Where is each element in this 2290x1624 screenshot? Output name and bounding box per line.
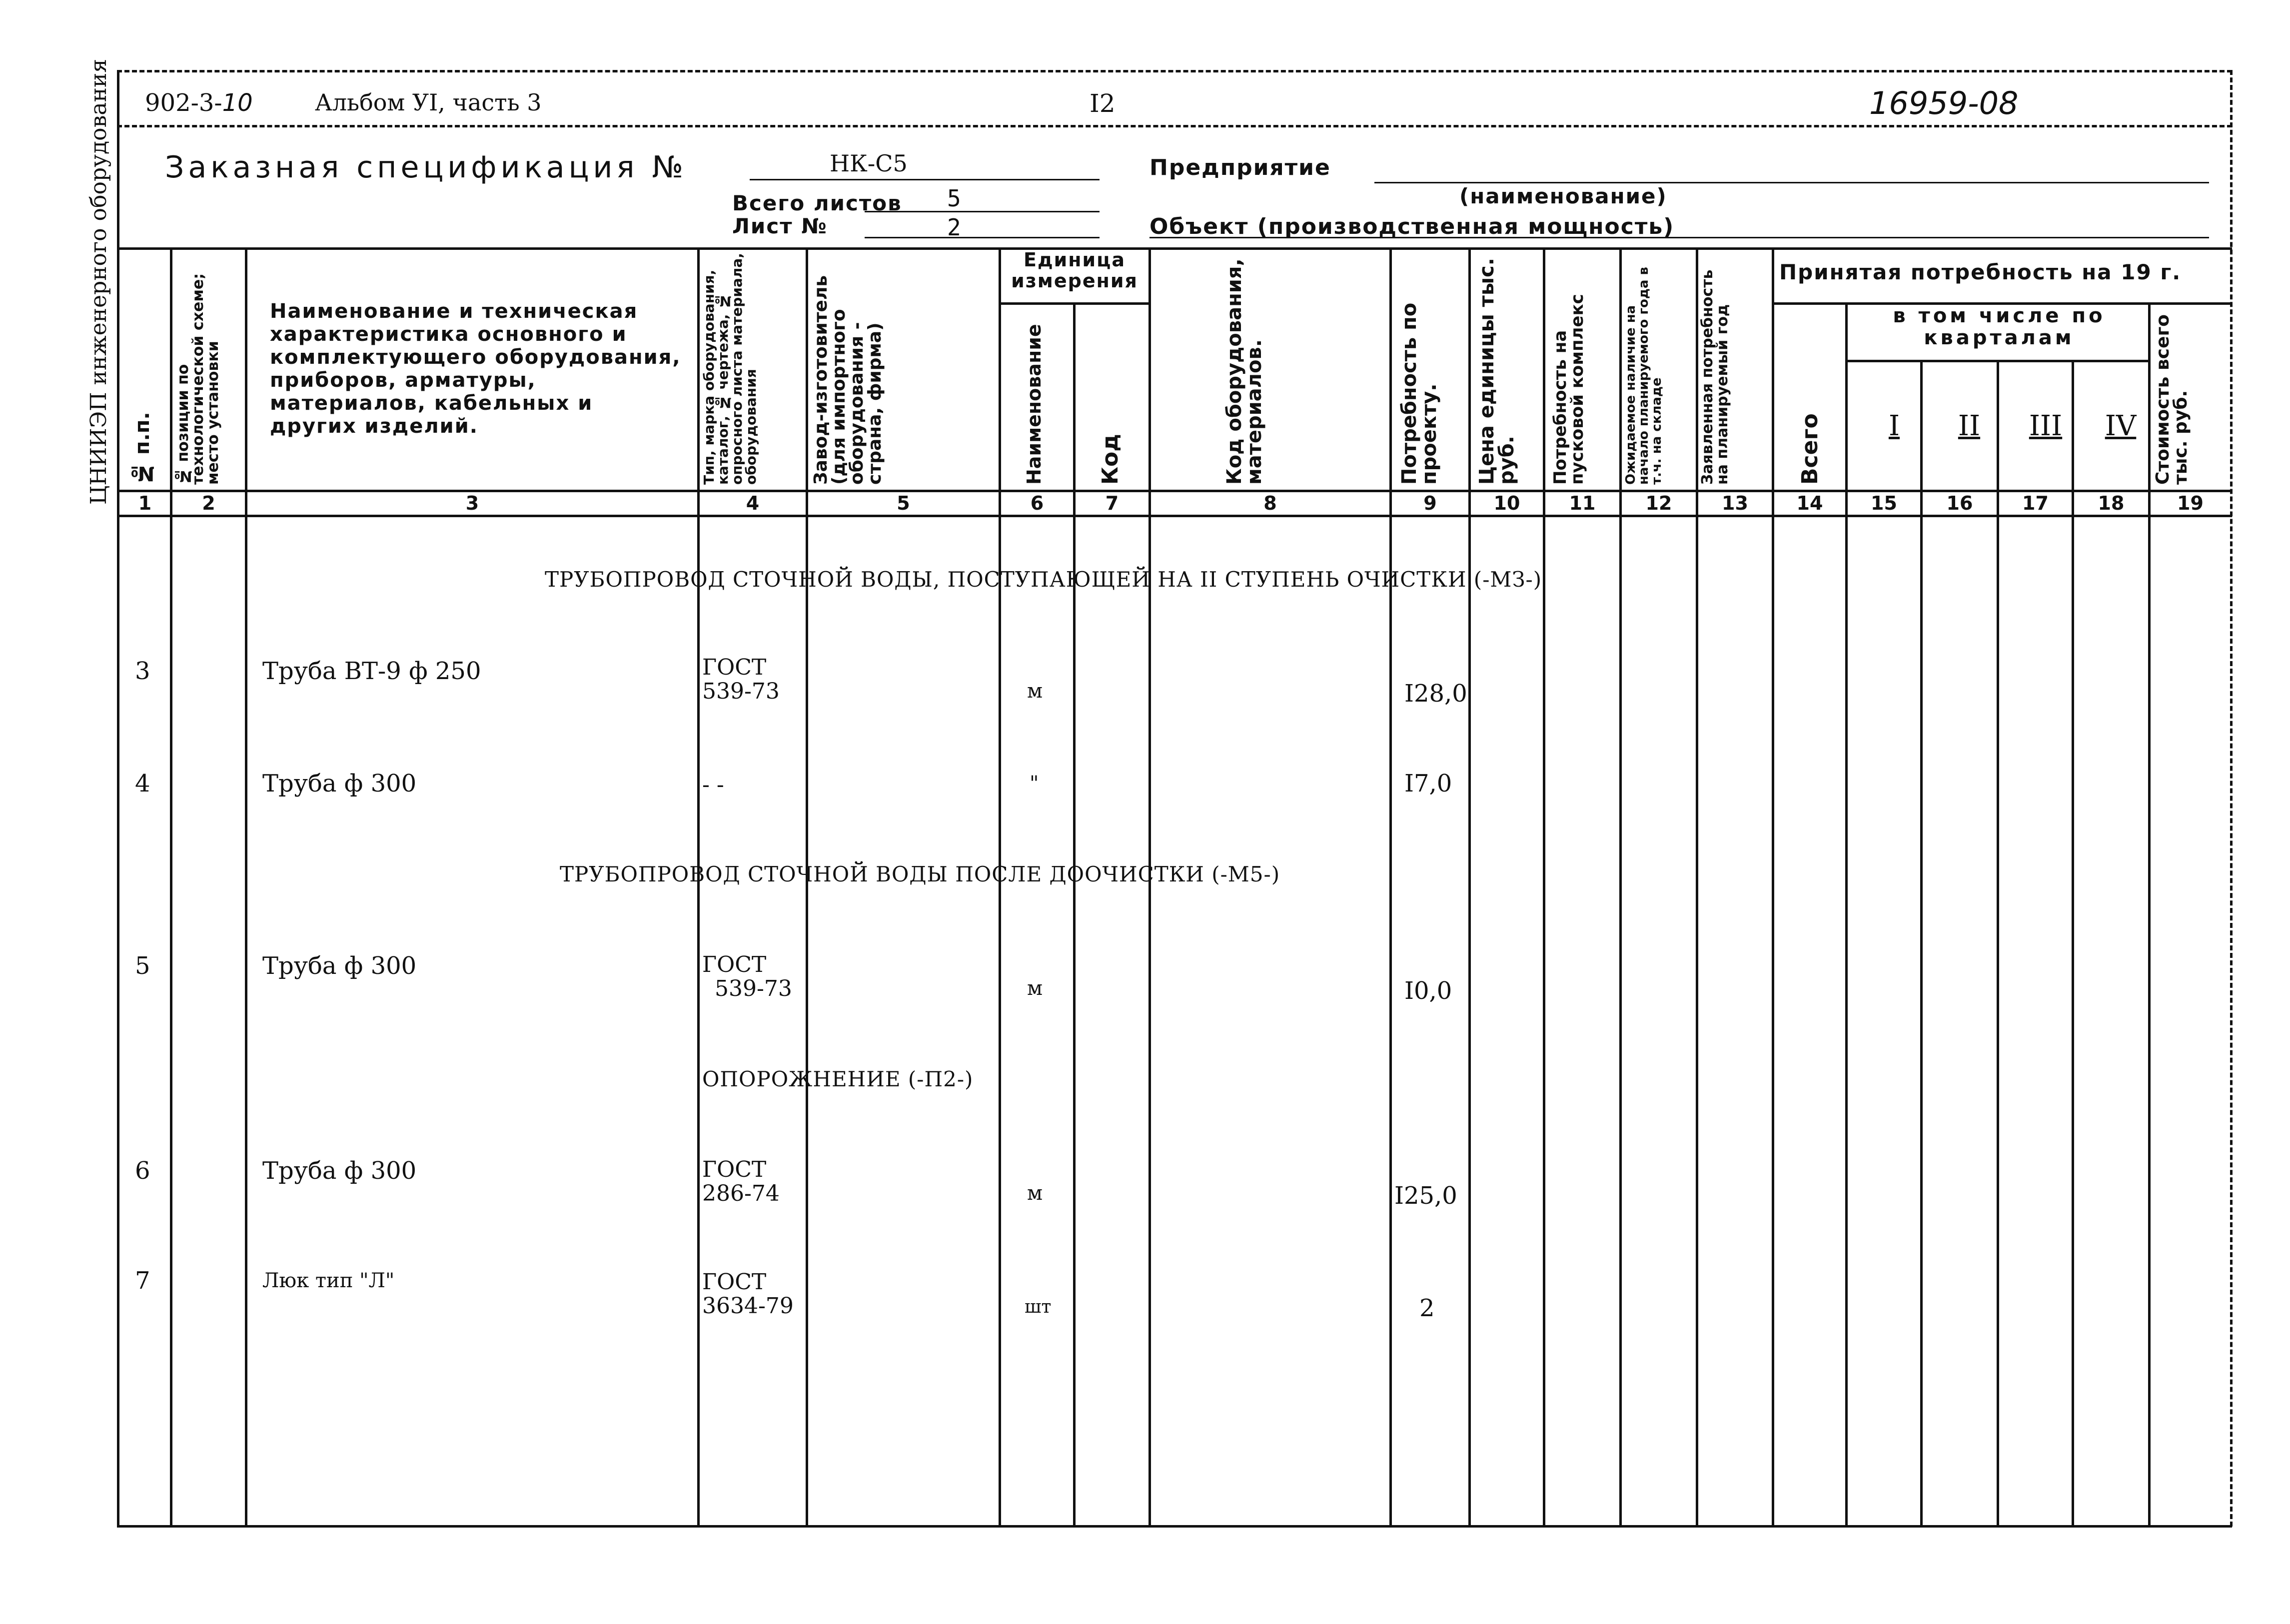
col-header-14: Всего [1797,413,1823,485]
sheet-underline [865,237,1100,238]
col-line-15 [1920,360,1923,1527]
colnum-bottom-line [117,515,2232,517]
col-line-5 [999,247,1001,1527]
sheet-label: Лист № [732,214,828,238]
sheet-value: 2 [947,214,961,241]
unit-group-divider [999,302,1148,305]
col-line-12 [1696,247,1698,1527]
object-label: Объект (производственная мощность) [1149,214,1675,239]
colnum-15: 15 [1871,492,1897,514]
col-line-7 [1148,247,1151,1527]
row-unit: м [1027,680,1043,703]
row-number: 4 [135,770,150,798]
col-header-7: Код [1098,434,1123,485]
col-line-11 [1619,247,1622,1527]
quarter-1-header: I [1888,410,1900,442]
row-standard-line1: ГОСТ [702,1269,767,1295]
enterprise-label: Предприятие [1149,155,1331,180]
section-heading: ТРУБОПРОВОД СТОЧНОЙ ВОДЫ, ПОСТУПАЮЩЕЙ НА II СТУПЕНЬ ОЧИСТКИ (-МЗ-) [545,567,1542,592]
col-line-18 [2148,302,2151,1527]
colnum-4: 4 [746,492,760,514]
quarters-divider [1845,360,2148,362]
row-item-name: Труба ф 300 [262,770,417,798]
frame-bottom-line [117,1525,2232,1528]
total-sheets-value: 5 [947,185,961,212]
row-item-name: Труба ф 300 [262,1157,417,1185]
colnum-14: 14 [1796,492,1823,514]
row-quantity: I7,0 [1404,770,1452,798]
colnum-5: 5 [897,492,910,514]
row-unit: шт [1025,1297,1052,1317]
row-number: 5 [135,952,150,980]
total-sheets-underline [865,211,1100,212]
colnum-9: 9 [1423,492,1437,514]
colnum-2: 2 [202,492,215,514]
col-line-1 [170,247,172,1527]
colnum-16: 16 [1946,492,1973,514]
frame-right-line [2230,70,2233,1527]
colnum-12: 12 [1645,492,1672,514]
col-line-2 [245,247,247,1527]
row-number: 3 [135,657,150,685]
colnum-10: 10 [1493,492,1520,514]
colnum-3: 3 [465,492,479,514]
doc-code-prefix: 902-3- [145,89,222,117]
col-line-8 [1389,247,1392,1527]
col-header-10: Цена единицы тыс. руб. [1475,258,1518,485]
row-number: 6 [135,1157,150,1185]
frame-left-line [117,70,119,1527]
top-strip-divider [117,125,2232,127]
row-number: 7 [135,1267,150,1295]
row-unit: м [1027,977,1043,1000]
col-line-9 [1468,247,1471,1527]
row-standard-line2: 286-74 [702,1181,780,1206]
col-line-17 [2072,360,2074,1527]
total-sheets-label: Всего листов [732,191,902,215]
margin-organization-label: ЦНИИЭП инженерного оборудования [86,58,111,505]
row-unit: м [1027,1182,1043,1205]
row-standard-line1: - - [702,772,724,798]
colnum-6: 6 [1030,492,1044,514]
quarter-3-header: III [2029,410,2063,442]
row-standard-line1: ГОСТ [702,952,767,977]
colnum-8: 8 [1263,492,1277,514]
col-header-1: № п.п. [131,412,154,485]
colnum-11: 11 [1569,492,1596,514]
section-heading: ТРУБОПРОВОД СТОЧНОЙ ВОДЫ ПОСЛЕ ДООЧИСТКИ (-М5-) [560,862,1280,886]
colnum-19: 19 [2177,492,2204,514]
row-quantity: I28,0 [1404,680,1467,708]
quarter-2-header: II [1958,410,1981,442]
header-divider [117,247,2232,250]
col-line-14 [1845,302,1848,1527]
colnum-17: 17 [2022,492,2049,514]
colnum-7: 7 [1105,492,1119,514]
quarters-header: в том числе по кварталам [1893,304,2106,349]
section-heading: ОПОРОЖНЕНИЕ (-П2-) [702,1067,974,1091]
colnum-18: 18 [2098,492,2125,514]
col-line-10 [1543,247,1545,1527]
col-line-3 [697,247,700,1527]
quarter-4-header: IV [2105,410,2137,442]
colnum-13: 13 [1722,492,1748,514]
row-item-name: Труба ВТ-9 ф 250 [262,657,481,685]
colnum-1: 1 [138,492,152,514]
row-standard-line1: ГОСТ [702,655,767,680]
col-header-5: Завод-изготовитель (для импортного оборудования - страна, фирма) [811,275,885,485]
col-line-4 [806,247,808,1527]
col-header-3: Наименование и техническая характеристика основного и комплектующего оборудования, приборов, арматуры, материалов, кабельных и других изделий. [270,300,681,438]
row-standard-line2: 539-73 [702,679,780,704]
col-line-6 [1073,302,1076,1527]
enterprise-underline [1374,182,2209,183]
accepted-header: Принятая потребность на 19 г. [1779,260,2182,284]
album-label: Альбом УI, часть 3 [315,89,542,116]
col-line-16 [1997,360,1999,1527]
unit-group-header: Единица измерения [1011,249,1138,292]
spec-number: НК-С5 [830,150,908,177]
col-header-11: Потребность на пусковой комплекс [1550,294,1587,485]
row-unit: " [1030,772,1039,795]
sheet-number-top: I2 [1090,89,1116,118]
col-header-12: Ожидаемое наличие на начало планируемого года в т.ч. на складе [1623,267,1664,485]
row-item-name: Люк тип "Л" [262,1269,395,1292]
row-item-name: Труба ф 300 [262,952,417,980]
archive-number: 16959-08 [1869,85,2019,121]
col-header-8: Код оборудования, материалов. [1223,258,1266,485]
col-header-6: Наименование [1023,324,1045,485]
col-header-9: Потребность по проекту. [1398,302,1441,485]
row-quantity: 2 [1419,1294,1435,1322]
row-quantity: I0,0 [1404,977,1452,1005]
doc-code [145,89,253,117]
row-standard-line2: 539-73 [715,976,792,1001]
spec-title: Заказная спецификация № [165,150,687,185]
col-line-13 [1772,247,1774,1527]
name-caption: (наименование) [1459,184,1667,208]
col-header-13: Заявленная потребность на планируемый год [1699,269,1731,485]
spec-number-underline [750,179,1100,180]
row-standard-line2: 3634-79 [702,1293,794,1319]
row-standard-line1: ГОСТ [702,1157,767,1182]
frame-top-line [117,70,2232,72]
row-quantity: I25,0 [1394,1182,1457,1210]
object-underline [1149,237,2209,238]
col-header-4: Тип, марка оборудования, каталог, № чертежа, № опросного листа материала, оборудования [701,253,759,485]
doc-code-suffix: 10 [222,89,253,117]
col-header-19: Стоимость всего тыс. руб. [2153,314,2191,485]
col-header-2: № позиции по технологической схеме; место установки [174,273,222,485]
